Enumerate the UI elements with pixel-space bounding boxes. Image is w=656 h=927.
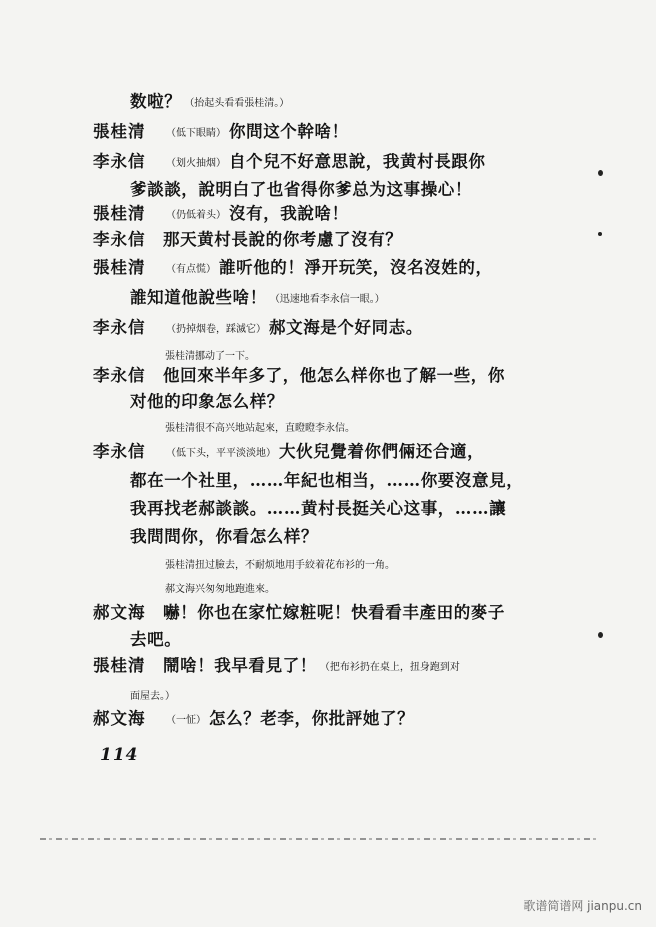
stage-direction: （低下头，平平淡淡地）: [166, 448, 276, 459]
dialogue-text: 我問問你，你看怎么样？: [130, 527, 319, 546]
script-line-cont: [130, 92, 292, 114]
script-line-cont: [130, 630, 181, 650]
speaker-name: 李永信: [93, 442, 146, 461]
stage-direction: （扔掉烟卷，踩滅它）: [166, 324, 266, 335]
script-line-speech: [93, 318, 423, 340]
script-line-speech: [93, 258, 493, 280]
speaker-name: 張桂清: [93, 204, 146, 223]
script-line-stage: [165, 553, 395, 576]
stage-direction: （抬起头看看張桂清。）: [184, 98, 290, 109]
dialogue-text: 数啦？: [130, 92, 182, 111]
dialogue-text: 郝文海是个好同志。: [269, 318, 423, 337]
script-line-contsmall: [130, 684, 175, 707]
dialogue-text: 你問这个幹啥！: [229, 122, 349, 141]
page-number: 114: [100, 745, 139, 765]
script-line-stage: [165, 344, 255, 367]
dialogue-text: 嚇！你也在家忙嫁粧呢！快看看丰產田的麥子: [163, 603, 505, 622]
script-line-speech: [93, 603, 505, 623]
speaker-name: 張桂清: [93, 258, 146, 277]
script-line-stage: [165, 577, 275, 600]
script-line-cont: [130, 527, 318, 547]
script-line-stage: [165, 416, 355, 439]
dialogue-text: 爹談談，說明白了也省得你爹总为这事操心！: [130, 180, 472, 199]
script-line-cont: [130, 392, 284, 412]
script-line-speech: [93, 442, 484, 464]
scan-mark: [598, 170, 603, 176]
script-line-cont: [130, 180, 472, 200]
script-line-speech: [93, 204, 349, 226]
dialogue-text: 都在一个社里，……年紀也相当，……你要沒意見，: [130, 471, 524, 490]
dialogue-text: 去吧。: [130, 630, 182, 649]
speaker-name: 郝文海: [93, 709, 146, 728]
speaker-name: 張桂清: [93, 656, 146, 675]
speaker-name: 李永信: [93, 366, 146, 385]
stage-direction: （低下眼睛）: [166, 128, 226, 139]
dialogue-text: 自个兒不好意思說，我黄村長跟你: [229, 152, 486, 171]
scan-mark: [598, 232, 602, 236]
script-line-speech: [93, 656, 463, 678]
stage-direction: 張桂清挪动了一下。: [165, 351, 255, 362]
stage-direction: （一怔）: [166, 715, 206, 726]
stage-direction: 郝文海兴匆匆地跑進來。: [165, 584, 275, 595]
stage-direction: （把布衫扔在桌上，扭身跑到对: [319, 662, 460, 673]
dialogue-text: 鬧啥！我早看見了！: [163, 656, 317, 675]
stage-direction: 面屋去。）: [130, 691, 175, 702]
stage-direction: 張桂清扭过臉去，不耐烦地用手絞着花布衫的一角。: [165, 560, 395, 571]
dialogue-text: 对他的印象怎么样？: [130, 392, 284, 411]
speaker-name: 李永信: [93, 318, 146, 337]
stage-direction: （仍低着头）: [166, 210, 226, 221]
dialogue-text: 怎么？老李，你批評她了？: [209, 709, 415, 728]
scan-edge-noise: [40, 838, 600, 840]
dialogue-text: 大伙兒覺着你們倆还合適，: [279, 442, 485, 461]
script-line-speech: [93, 152, 486, 174]
script-line-speech: [93, 230, 402, 250]
script-line-cont: [130, 288, 388, 310]
stage-direction: （划火抽烟）: [166, 158, 226, 169]
script-line-speech: [93, 366, 505, 386]
stage-direction: （迅速地看李永信一眼。）: [269, 294, 385, 305]
dialogue-text: 誰听他的！淨开玩笑，沒名沒姓的，: [219, 258, 493, 277]
speaker-name: 郝文海: [93, 603, 146, 622]
script-line-speech: [93, 709, 414, 731]
scan-mark: [598, 632, 603, 638]
stage-direction: 張桂清很不高兴地站起來，直瞪瞪李永信。: [165, 423, 355, 434]
speaker-name: 張桂清: [93, 122, 146, 141]
watermark: 歌谱简谱网 jianpu.cn: [523, 899, 642, 913]
dialogue-text: 誰知道他說些啥！: [130, 288, 267, 307]
speaker-name: 李永信: [93, 152, 146, 171]
speaker-name: 李永信: [93, 230, 146, 249]
script-line-cont: [130, 471, 523, 491]
script-line-speech: [93, 122, 349, 144]
stage-direction: （有点慌）: [166, 264, 216, 275]
dialogue-text: 那天黄村長說的你考慮了沒有？: [163, 230, 403, 249]
dialogue-text: 他回來半年多了，他怎么样你也了解一些，你: [163, 366, 505, 385]
dialogue-text: 沒有，我說啥！: [229, 204, 349, 223]
script-line-cont: [130, 499, 506, 519]
dialogue-text: 我再找老郝談談。……黄村長挺关心这事，……讓: [130, 499, 507, 518]
